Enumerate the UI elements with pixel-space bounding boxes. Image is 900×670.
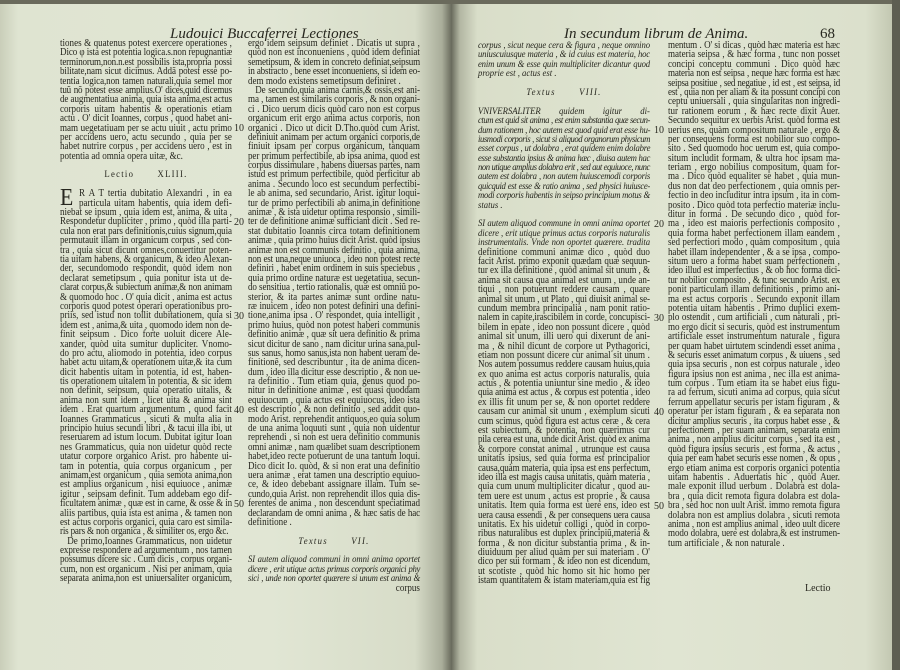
text-line: quòd non est inconueniens , quòd idem definiat <box>248 47 420 59</box>
text-line: dem modo existens semetipsum definiret . <box>248 75 401 87</box>
section-heading: Textus VIII. <box>526 86 602 98</box>
text-line: particula uitam habentis, quia idem defi- <box>79 197 232 209</box>
text-line: ditur in forma . De secundo dico , quòd for- <box>668 209 840 221</box>
text-line: nitur in definitione animæ , est quasi quoddam <box>248 385 420 397</box>
text-line-content: R A T tertia dubitatio Alexandri , in ea <box>79 188 232 200</box>
text-line: corpus , sicut neque cera & figura , neque omnino <box>478 40 650 51</box>
text-line: etiam non possunt dicere cur animal sit unum . <box>478 349 650 361</box>
text-line: figura ipsius non est anima , nec illa est anima- <box>668 368 840 380</box>
text-line: modo dolabra, uere est dolabra,& est instrumen- <box>668 528 840 540</box>
text-line: quia cum unum multipliciter dicatur , quod au- <box>478 481 650 493</box>
text-line: dolabra non est amplius dolabra , sicuti remota <box>668 509 840 521</box>
text-line: corporis uitam habentis & operationis etiam <box>60 103 232 115</box>
text-line: corporis quod potest operari operationibus pro- <box>60 300 232 312</box>
text-line: forma , & non dicitur substantia prima , & in- <box>478 537 650 549</box>
text-line: uera animæ , erat tamen una descriptio equiuo- <box>248 469 420 481</box>
text-line: dicere , erit utique primus actus corporis naturalis <box>478 227 650 239</box>
text-line: quia ipsa securis , non est corpus naturale , ideo <box>668 359 840 371</box>
line-number-marker: 20 <box>654 218 664 230</box>
text-line: tentia logica,non tamen naturali,quia semel mor <box>60 75 232 87</box>
text-line: animæ , quia primo huius dicit Arist. quòd ipsius <box>248 235 421 247</box>
text-line: anima non sunt idem , licet uita & anima sint <box>60 394 232 406</box>
text-line: enim unum & esse quin multipliciter dicantur quod <box>478 58 650 70</box>
text-line: possumus dicere sic . Cum dicis , corpus organi- <box>60 554 232 566</box>
text-line: Ioannes Grammaticus , sicuti & multa alia in <box>60 413 232 425</box>
text-line: anima sit causa qua animal est unum , unde an- <box>478 274 650 286</box>
text-line: ma est actus corporis . Secundo exponit illam <box>668 293 840 305</box>
text-line: SI autem aliquod commune in omni anima oportet <box>478 218 650 230</box>
text-line: potentia ad omnia opera uitæ, &c. <box>60 150 183 162</box>
text-line: bilem in epate , ideo non possunt dicere , quòd <box>478 321 650 333</box>
text-line: sicut dicitur de sano , nam dicitur urina sana,pul- <box>248 338 421 350</box>
text-line: anima . Secundo loco est secundum perfectibi- <box>248 178 420 190</box>
text-line: situm uero a forma habet suam perfectionem , <box>668 255 840 267</box>
running-head: Ludouici Buccaferrei Lectiones <box>170 26 359 42</box>
text-line: instrumentalis. Vnde non oportet quærere. tradita <box>478 237 650 249</box>
text-line: & securis esset animatum corpus , & uiuens , sed <box>668 349 840 361</box>
text-column-left-1 <box>60 39 232 584</box>
text-line: SI autem aliquod communi in omni anima oportet <box>248 554 420 566</box>
text-line: habet nutrire corpus , per accidens uero , est in <box>60 141 232 153</box>
line-number-marker: 40 <box>654 406 664 418</box>
book-right-edge <box>892 0 900 670</box>
text-line: ex illis fit unum per se, & non oportet reddere <box>478 396 650 408</box>
text-line: dicitur amplius securis , ita corpus habet esse , & <box>668 415 840 427</box>
text-line: ma , tamen est similaris corporis , & non organi- <box>248 94 420 106</box>
text-line: quia per eam habet securis esse nomen , & opus , <box>668 453 840 465</box>
text-line: actus , & potentia uniuntur sine medio , & ideo <box>478 378 650 390</box>
text-line: uerius ens, quàm compositum naturale , ergo & <box>668 124 840 136</box>
text-line: ergo etiam anima est corporis organici potentia <box>668 462 840 474</box>
text-line: est amplius organicum , nisi equiuoce , animæ <box>60 479 232 491</box>
line-number-marker: 50 <box>654 500 664 512</box>
text-line: quicquid est esse & ratio anima , sed physici huiusce- <box>478 180 650 192</box>
text-line: dicere , erit utique actus primus corporis organici phy <box>248 563 420 575</box>
text-line: ex quo anima est actus corporis naturalis, quia <box>478 368 650 380</box>
text-line: tem uere est unum , actus est proprie , & causa <box>478 490 650 502</box>
text-line: materia seipsa , & hæc forma , tunc non posset <box>668 49 840 61</box>
line-number-marker: 30 <box>234 310 244 322</box>
text-line: ci . Dico uerum dicis quòd caro non est corpus <box>248 103 420 115</box>
text-line: definitio animæ , quæ sit uera definitio & prima <box>248 329 420 341</box>
text-column-right-2 <box>668 41 840 548</box>
text-line: autem est dolabra , non autem huiuscemodi corporis <box>478 171 650 183</box>
text-line: perfectionem , per suam animam, separata enim <box>668 425 840 437</box>
text-line: situm includit formam, & ultra hoc ipsam ma- <box>668 152 840 164</box>
text-line: unitatis ipsius, sed quia forma est principalior <box>478 453 650 465</box>
text-line: tuũ nõ potest esse amplius.O' dices,quid dicemus <box>60 84 232 96</box>
text-line: est , quia non per aliam & ita possunt concipi con <box>668 86 840 98</box>
text-line: animal sit unum, illi uero qui dixerunt de ani- <box>478 331 650 343</box>
text-line: ce, & ideo debebant assignare illam. Tum se- <box>248 479 420 491</box>
text-line: anima , non est amplius animal , ideo uult dicere <box>668 518 840 530</box>
text-line: animam,est organicum , quia semota anima,non <box>60 469 232 481</box>
text-line: expresse respondere ad argumentum , nos tamen <box>60 545 232 557</box>
text-line: tur ex illa definitione , quòd animal sit unum , & <box>478 265 650 277</box>
text-line: Dico dicit Io. quòd, & si non erat una definitio <box>248 460 420 472</box>
text-line: facit Arist. primo exponit quædam quæ sequun- <box>478 255 650 267</box>
text-line: tiqui , non potuerunt reddere causam , quare <box>478 284 650 296</box>
text-line: mentum . O' si dicas , quòd hæc materia est hæc <box>668 40 840 51</box>
text-line: ris pars & non organica , & similiter os, ergo &c. <box>60 526 229 538</box>
text-column-left-2 <box>248 39 420 593</box>
text-line: unitatis. Ex his uidetur colligi , quòd in corpo- <box>478 518 650 530</box>
text-line: ter de definitione animæ sufficiant dicit . Sed re- <box>248 216 420 228</box>
text-line: habet actu uitam,& operationem uitæ,& ita cum <box>60 357 232 369</box>
text-line: De secundo,quia anima carnis,& ossis,est ani- <box>255 84 420 96</box>
text-line: uitam habentis . Aduertatis hic , quòd Auer. <box>668 471 840 483</box>
text-line: modo Arist. reprehendit antiquos,eo quia solum <box>248 413 421 425</box>
text-line: ideo illud est imperfectius , & ob hoc forma dici- <box>668 265 840 277</box>
text-line: cum, non est organicum . Nisi per animam, quia <box>60 563 232 575</box>
text-line: clarat corpus,& subiectum animæ,& non animam <box>60 282 232 294</box>
text-line: nes Grammaticus, quia non uidetur quòd recte <box>60 441 232 453</box>
line-number-marker: 40 <box>234 404 244 416</box>
text-line: ctum est quid sit anima , est enim substantia quæ secun- <box>478 115 650 127</box>
text-line: istud est primum perfectibile, quòd perficitur ab <box>248 169 420 181</box>
section-heading: Lectio XLIII. <box>104 169 188 181</box>
catchword: Lectio <box>805 583 831 594</box>
text-line: bra , sed hoc non uult Arist. immo remota figura <box>668 500 840 512</box>
line-number-marker: 10 <box>654 124 664 136</box>
text-line: nalem in capite,irascibilem in corde, concupisci- <box>478 312 650 324</box>
text-line: non est una,neque uniuoca , ideo non potest recte <box>248 253 420 265</box>
text-line: tum artificiale , & non naturale . <box>668 537 785 549</box>
text-line: dus non dat deo perfectionem , quia omnis per- <box>668 180 840 192</box>
text-line: istam quantitatem & istam materiam,quia est fig <box>478 575 650 587</box>
text-line: ficultatem animæ , quæ est in carne, & osse & in <box>60 498 233 510</box>
line-number-marker: 10 <box>234 122 244 134</box>
text-line: utatur corpore organico Arist. pro habente ui- <box>60 451 232 463</box>
text-line: teriam , ergo nobilius compositum, quam for- <box>668 162 840 174</box>
text-line: ponit particulam illam definitionis , primo ani- <box>668 284 840 296</box>
text-line: mo ergo dicit si securis, quòd est instrumentum <box>668 321 840 333</box>
text-line: definitione communi animæ dico , quòd duo <box>478 246 650 258</box>
text-line: tia uitam habens, & organicum, & ideo Alexan- <box>60 253 233 265</box>
text-line: diuiduum per aliud quàm per sui materiam . O' <box>478 547 650 559</box>
text-line: iusmodi corporis , sicut si aliquod organorum physicum <box>478 133 650 145</box>
text-line: sed perfectiori modo , quàm compositum , quia <box>668 237 840 249</box>
text-line: reprehendi , si non est uera definitio communis <box>248 432 420 444</box>
text-line: animal sit unum , ut Plato , qui diuisit animal se- <box>478 293 650 305</box>
text-line: & quomodo hoc . O' quia dicit , anima est actus <box>60 291 233 303</box>
text-line: de una anima loquuti sunt , quia non uidentur <box>248 423 420 435</box>
text-line: priis, sed istud non tollit dubitationem, quia si <box>60 310 232 322</box>
line-number-marker: 20 <box>234 216 244 228</box>
text-line: animæ non est communis definitio , quia anima, <box>248 244 420 256</box>
text-line: bilitate,nam sicut dicimus. Addã potest esse po- <box>60 66 232 78</box>
text-line: mam uegetatiuam per se actu uiuit , actu primo <box>60 122 232 134</box>
text-line: dicit habentis uitam in potentia, id est, haben- <box>60 366 232 378</box>
text-line: de augmentatiua anima, quia ista anima,est actus <box>60 94 233 106</box>
page-number: 68 <box>820 26 835 42</box>
text-line: Respondetur dupliciter , primo , quòd illa parti- <box>60 216 232 228</box>
text-line: do sensitiua , tertio rationalis, quæ est omniũ po- <box>248 282 420 294</box>
text-line: finit seipsum . Dico forte uoluit dicere Ale- <box>60 329 232 341</box>
text-line: corpus dissimulare , habens diuersas partes, nam <box>248 160 420 172</box>
text-line: materia non est seipsa , neque hæc forma est hæc <box>668 68 840 80</box>
text-line: idem est , anima,& uita , quomodo idem non de- <box>60 319 232 331</box>
text-line: ma . Dico quòd equaliter se habet , quia mun- <box>668 171 840 183</box>
text-line: quia primo ordine naturæ est uegetatiua, secun- <box>248 272 420 284</box>
text-line: plo ostendit , cum artificiali , cum naturali , pri- <box>668 312 840 324</box>
text-line: causam cur animal sit unum , exemplum sicuti <box>478 406 650 418</box>
text-line: do pro actu, aliomodo in potentia, ideo corpus <box>60 347 232 359</box>
text-line: per accidens uero, actu secundo , quia per se <box>60 131 232 143</box>
text-line: anima , non amplius dicitur corpus , sed ita est , <box>668 434 840 446</box>
text-line: tum corpus . Tum etiam ita se habet eius figu- <box>668 378 840 390</box>
text-line: proprie est , actus est . <box>478 68 557 80</box>
text-line: definitione . <box>248 516 292 528</box>
text-line: ra definitio . Tum etiam quia, genus quod po- <box>248 376 420 388</box>
text-line: Dico φ ista est potentia logica.s.non repugnantiæ <box>60 47 233 59</box>
text-line: ergo idem seipsum definiet . Dicatis ut supra , <box>248 38 420 49</box>
text-line: quia anima est actus , & corpus est potentia , ideo <box>478 387 650 399</box>
text-line: terminorum,non.n.est possibilis ista,propria possi <box>60 56 232 68</box>
text-line: uniuscuiusque materia , & id cuius est materia, hoc <box>478 49 650 61</box>
text-line: ma , ideo est maioris perfectionis composito , <box>668 218 840 230</box>
line-number-marker: 30 <box>654 312 664 324</box>
text-line: declarandam de omni anima , & hæc satis de hac <box>248 507 420 519</box>
text-line: ma , & nihil dicunt de corpore ut Pythagorici, <box>478 340 650 352</box>
text-line: in abstracto , bene esset inconueniens, si idem eo- <box>248 66 420 78</box>
text-line: tione,anima ipsa . O' respondet, quia intelligit , <box>248 310 420 322</box>
text-line: dico per sui formam , & ideo non est dicendum, <box>478 556 650 568</box>
text-line: modi corporis habentis in seipso principium motus & <box>478 190 650 202</box>
line-number-marker: 50 <box>234 498 244 510</box>
text-line: posito . Dico quòd tota perfectio materiæ inclu- <box>668 199 840 211</box>
text-line: tur de primo perfectibili ab anima,in definitione <box>248 197 420 209</box>
text-line: igitur , seipsam definit. Tum addebam ego dif- <box>60 488 232 500</box>
text-line: non definit, seipsum, quia operatio uitalis, & <box>60 385 232 397</box>
text-line: dum , ideo illa dicitur esse descriptio , & non ue- <box>248 366 421 378</box>
text-line: le ab anima, sed secundario, Arist. igitur loqui- <box>248 188 420 200</box>
text-line: ceptu uniuersali , quia singularitas non ingredi- <box>668 96 840 108</box>
text-line: equiuocum , quia actus est equiuocus, ideo ista <box>248 394 420 406</box>
text-line: reseruarem ad istum locum. Dubitat igitur Ioan <box>60 432 232 444</box>
text-line: cundo,quia Arist. non reprehendit illos quia dis- <box>248 488 420 500</box>
text-line: cula non erat pars definitionis,cuius signum,quia <box>60 225 232 237</box>
text-line: actu . O' dicit Ioannes, corpus , quod habet ani- <box>60 113 232 125</box>
text-line: operatur per istam figuram , & ea separata non <box>668 406 840 418</box>
section-heading: Textus VII. <box>298 535 370 547</box>
text-line: tis operationem uitalem in potentia, & sic idem <box>60 376 232 388</box>
text-line: der, secundomodo respondit, quòd idem non <box>60 263 232 275</box>
text-line: per primum perfectibile, ab ipsa anima, quod est <box>248 150 420 162</box>
text-line: omni animæ , nam quælibet suam descriptionem <box>248 441 420 453</box>
text-line: unitatis. Item quia forma est uere ens, ideo est <box>478 500 650 512</box>
text-line: sito . Sed quomodo hoc uerum est, quia compo- <box>668 143 840 155</box>
text-line: esset corpus , ut dolabra , erat quidem enim dolabre <box>478 143 651 155</box>
text-line: aliis partibus, quia ista est anima , & tamen non <box>60 507 233 519</box>
text-line: sterior, & ita partes animæ sunt ordine natu- <box>248 291 420 303</box>
text-line: Nos autem possumus reddere causam huius,quia <box>478 359 650 371</box>
text-line: est descriptio , & non definitio , sed addit quo- <box>248 404 420 416</box>
text-line: cundum membra principalia , nam ponit ratio- <box>478 302 650 314</box>
text-line: tur nobilior composito , & tunc secundo Arist. ex <box>668 274 840 286</box>
text-line: potentia uitam habentis . Primo duplici exem- <box>668 302 840 314</box>
text-line: uera causa essendi , & per consequens uera causa <box>478 509 650 521</box>
text-line: concipi conceptu communi . Dico quòd hæc <box>668 58 840 70</box>
text-line: ideo illa est magis causa unitatis, quàm materia , <box>478 471 650 483</box>
text-line: finiuit ipsam per corpus organicum, tanquam <box>248 141 420 153</box>
text-line: status . <box>478 199 503 211</box>
text-line: semetipsum, & idem in concreto definiat,seipsum <box>248 56 420 68</box>
text-line: bra , quia dicit remota figura dolabra est dola- <box>668 490 840 502</box>
drop-cap: E <box>60 189 74 209</box>
left-page <box>0 4 451 670</box>
text-line: VNIVERSALITER quidem igitur di- <box>478 105 650 117</box>
text-line: seipsa positiue , sed negatiue , id est , est seipsa, id <box>668 77 840 89</box>
text-line: De primo,Ioannes Grammaticus, non uidetur <box>67 535 232 547</box>
text-line: dum rationem , hoc autem est quod quid erat esse hu- <box>478 124 651 136</box>
text-line: definiri , habet enim ordinem in suis speciebus , <box>248 263 420 275</box>
text-line: pila cerea est una, unde dicit Arist. quòd ex anima <box>478 434 650 446</box>
text-line: stat dubitatio Ioannis circa totam definitionem <box>248 225 420 237</box>
text-line: est subiectum, & potentia, non quærimus cur <box>478 425 650 437</box>
text-line: esse substantia ipsius & anima hæc , diuisa autem hac <box>478 152 650 164</box>
text-line: causa,quàm materia, quia ipsa est ens perfectum, <box>478 462 651 474</box>
text-line: organicum erit ergo anima actus corporis, non <box>248 113 420 125</box>
text-line: ribus naturalibus est duplex principiũ,materia & <box>478 528 650 540</box>
text-line: organici . Dico ut dicit D.Tho.quòd cum Arist. <box>248 122 420 134</box>
text-line: animæ , & ista uidetur optima responsio , simili- <box>248 207 420 219</box>
text-line: ut scotiste , quòd hic homo sit hic homo per <box>478 565 650 577</box>
text-line: per consequens forma est nobilior suo compo- <box>668 133 840 145</box>
text-column-right-1 <box>478 41 650 586</box>
text-line: quia forma habet perfectionem illam eandem , <box>668 227 840 239</box>
text-line: tam in potentia, quia corpus organicum , per <box>60 460 232 472</box>
text-line: & corpore constat animal , utrunque est causa <box>478 443 650 455</box>
text-line: cum scimus, quòd figura est actus ceræ , & cera <box>478 415 650 427</box>
text-line: per quam habet uirtutem scindendi esset anima , <box>668 340 840 352</box>
text-line: ferrum appellatur securis per istam figuram , & <box>668 396 840 408</box>
text-line: primo huius, quòd non potest haberi communis <box>248 319 420 331</box>
text-line: niebat se ipsum , quia idem est, anima, & uita , <box>60 207 232 219</box>
text-line: tiones & quatenus potest exercere operationes , <box>60 38 232 49</box>
text-line: permutauit illam in organicum corpus , sed con- <box>60 235 232 247</box>
text-line: est actus corporis organici, quia caro est simila- <box>60 516 233 528</box>
text-line: fectio in deo includitur intra ipsum , ita in com- <box>668 190 840 202</box>
text-line: declarat semetipsum , quia ponitur ista ut de- <box>60 272 232 284</box>
text-line: artificiale esset instrumentum naturale , figura <box>668 331 840 343</box>
text-line: quòd figura ipsius securis , est forma , & actus , <box>668 443 840 455</box>
text-line: ra ad ferrum, sicuti anima ad corpus, quia sicut <box>668 387 840 399</box>
running-head: In secundum librum de Anima. <box>564 26 749 42</box>
text-line: idem . Erat quartum argumentum , quod facit <box>60 404 232 416</box>
catchword: corpus <box>395 582 420 594</box>
text-line: ferentes de anima , non descendunt speciatimad <box>248 498 420 510</box>
text-line: xander, quòd uita sumitur dupliciter. Vnomo- <box>60 338 232 350</box>
text-line: definiuit animam per actum organici corporis,de <box>248 131 420 143</box>
text-line: tur rationem eorum , & hæc recte dixit Auer. <box>668 105 840 117</box>
text-line: principio huius secundi libri , & tacui illa ibi, ut <box>60 423 232 435</box>
right-page <box>451 4 892 670</box>
text-line: Secundo sequitur ex uerbis Arist. quòd forma est <box>668 115 841 127</box>
text-line: habet illam independenter , & a se ipsa , compo- <box>668 246 840 258</box>
text-line: tra , quia sicut dicunt omnes,conuertitur poten- <box>60 244 232 256</box>
text-line: sus sanus, homo sanus,ista non habent ueram de- <box>248 347 420 359</box>
text-line: finitionẽ, sed describuntur , ita de anima dicen- <box>248 357 420 369</box>
text-line: sici , unde non oportet quærere si unum est anima & <box>248 573 420 585</box>
text-line: habet,ideo recte potuerunt de una tantum loqui. <box>248 451 420 463</box>
text-line: ræ inuicem , ideo non potest definiri una defini- <box>248 300 420 312</box>
text-line: separata anima,non est uniuersaliter organicum, <box>60 573 232 585</box>
text-line: non utique amplius dolabra erit , sed aut equiuoce, nunc <box>478 162 650 174</box>
text-line: male exponit illud uerbum . Dolabra est dola- <box>668 481 840 493</box>
